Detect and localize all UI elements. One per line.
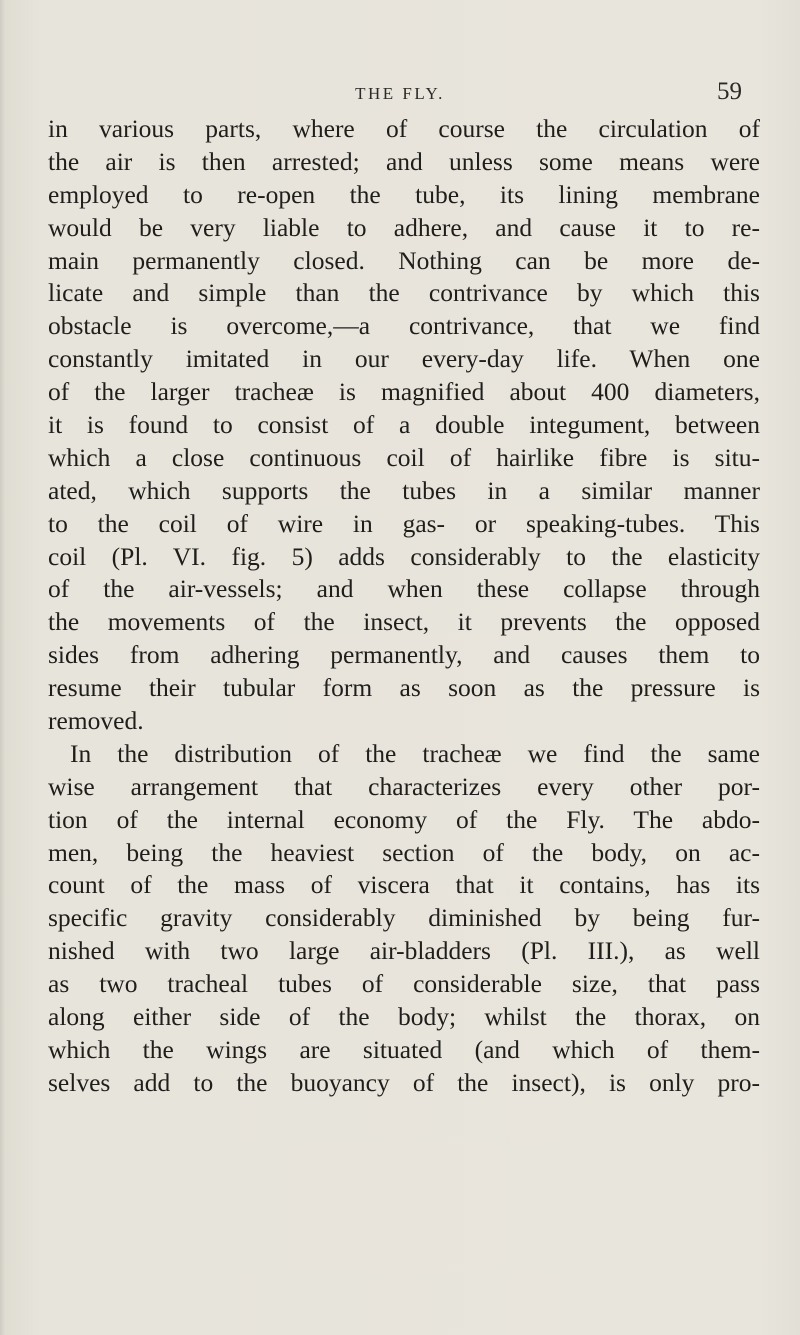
text-line: coil (Pl. VI. fig. 5) adds considerably to the elasticity bbox=[48, 541, 760, 571]
text-line: men, being the heaviest section of the body, on ac- bbox=[48, 837, 760, 867]
text-line: nished with two large air-bladders (Pl. III.), as well bbox=[48, 936, 760, 966]
text-line: employed to re-open the tube, its lining membrane bbox=[48, 179, 760, 209]
text-line: would be very liable to adhere, and cause it to re- bbox=[48, 212, 760, 242]
text-line: obstacle is overcome,—a contrivance, that we find bbox=[48, 311, 760, 341]
text-line: in various parts, where of course the circulation of bbox=[48, 114, 760, 143]
text-line: which a close continuous coil of hairlike fibre is situ- bbox=[48, 442, 760, 472]
text-line: constantly imitated in our every-day life. When one bbox=[48, 344, 760, 374]
text-line: licate and simple than the contrivance by which this bbox=[48, 278, 760, 308]
text-line: tion of the internal economy of the Fly. The abdo- bbox=[48, 804, 760, 834]
text-line: main permanently closed. Nothing can be more de- bbox=[48, 245, 760, 275]
running-title: THE FLY. bbox=[355, 84, 445, 103]
text-line-paragraph-start: In the distribution of the tracheæ we find the same bbox=[70, 738, 760, 768]
text-line: sides from adhering permanently, and causes them to bbox=[48, 640, 760, 670]
text-line: as two tracheal tubes of considerable size, that pass bbox=[48, 969, 760, 999]
text-line: selves add to the buoyancy of the insect), is only pro- bbox=[48, 1067, 760, 1097]
page-number: 59 bbox=[717, 78, 742, 105]
running-head bbox=[0, 78, 800, 108]
text-line: to the coil of wire in gas- or speaking-tubes. This bbox=[48, 508, 760, 538]
text-line: it is found to consist of a double integument, between bbox=[48, 410, 760, 440]
text-line: which the wings are situated (and which of them- bbox=[48, 1034, 760, 1064]
text-line: of the larger tracheæ is magnified about 400 diameters, bbox=[48, 377, 760, 407]
text-line: of the air-vessels; and when these collapse through bbox=[48, 574, 760, 604]
text-line: resume their tubular form as soon as the pressure is bbox=[48, 673, 760, 703]
text-line: along either side of the body; whilst the thorax, on bbox=[48, 1002, 760, 1032]
text-line: ated, which supports the tubes in a similar manner bbox=[48, 475, 760, 505]
text-line: the movements of the insect, it prevents the opposed bbox=[48, 607, 760, 637]
body-text bbox=[48, 113, 760, 1100]
text-line: count of the mass of viscera that it contains, has its bbox=[48, 870, 760, 900]
page-gutter-shadow bbox=[0, 0, 6, 1335]
text-line-paragraph-end: removed. bbox=[48, 706, 144, 736]
text-line: the air is then arrested; and unless some means were bbox=[48, 146, 760, 176]
text-line: wise arrangement that characterizes every other por- bbox=[48, 771, 760, 801]
text-line: specific gravity considerably diminished by being fur- bbox=[48, 903, 760, 933]
